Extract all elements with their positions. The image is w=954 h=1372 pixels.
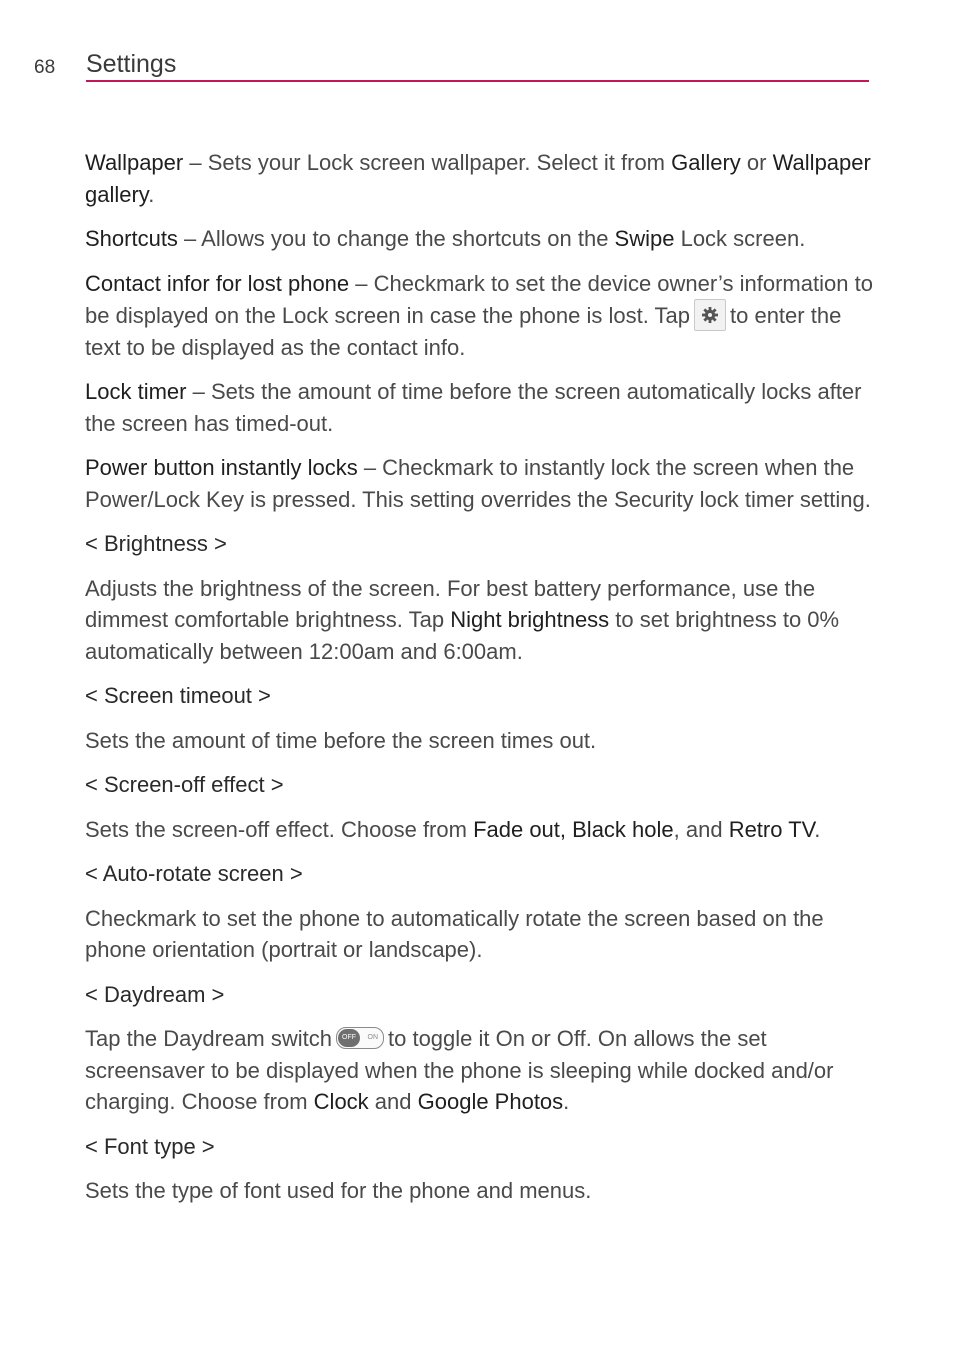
daydream-text-4: .: [563, 1089, 570, 1114]
night-brightness-option: Night brightness: [450, 607, 610, 632]
header-rule: [86, 80, 869, 82]
wallpaper-text-1: – Sets your Lock screen wallpaper. Select it from: [183, 150, 672, 175]
contact-text-2: to enter the text to be displayed as the contact info.: [85, 303, 842, 360]
daydream-paragraph: [85, 1023, 875, 1118]
daydream-text-3: and: [368, 1089, 418, 1114]
gear-icon: [694, 299, 726, 331]
lock-timer-text: – Sets the amount of time before the screen automatically locks after the screen has timed-out.: [85, 379, 862, 436]
shortcuts-text-2: Lock screen.: [674, 226, 806, 251]
swipe-option: Swipe: [614, 226, 675, 251]
font-type-paragraph: Sets the type of font used for the phone and menus.: [85, 1178, 592, 1203]
screen-off-text-2: , and: [673, 816, 729, 842]
wallpaper-term: Wallpaper: [85, 150, 184, 175]
screen-off-text-1: Sets the screen-off effect. Choose from: [85, 816, 474, 842]
section-title: Settings: [86, 50, 177, 78]
lock-timer-term: Lock timer: [85, 379, 187, 404]
auto-rotate-heading: < Auto-rotate screen >: [85, 861, 303, 886]
power-button-term: Power button instantly locks: [85, 455, 358, 480]
power-button-text: – Checkmark to instantly lock the screen when the Power/Lock Key is pressed. This setting overrides the Security lock timer setting.: [85, 455, 871, 512]
page-number: 68: [34, 57, 56, 78]
switch-on-label: ON: [367, 1034, 378, 1041]
screen-timeout-paragraph: Sets the amount of time before the screen times out.: [85, 727, 597, 753]
contact-text-1: – Checkmark to set the device owner’s information to be displayed on the Lock screen in case the phone is lost. Tap: [85, 270, 873, 328]
switch-icon: [336, 1027, 384, 1049]
wallpaper-text-2: or: [740, 150, 773, 175]
clock-option: Clock: [313, 1089, 369, 1114]
daydream-heading: < Daydream >: [85, 981, 225, 1007]
brightness-text-2: to set brightness to 0% automatically between 12:00am and 6:00am.: [85, 607, 840, 664]
daydream-text-1: Tap the Daydream switch: [85, 1026, 332, 1051]
brightness-text-1: Adjusts the brightness of the screen. For best battery performance, use the dimmest comfortable brightness. Tap: [85, 575, 816, 632]
wallpaper-paragraph: [85, 147, 875, 210]
shortcuts-text-1: – Allows you to change the shortcuts on the: [177, 226, 615, 251]
power-button-paragraph: [85, 452, 875, 515]
manual-content: [85, 147, 875, 1220]
brightness-heading: < Brightness >: [85, 531, 227, 556]
screen-timeout-heading: < Screen timeout >: [85, 683, 271, 708]
contact-term: Contact infor for lost phone: [85, 270, 350, 296]
contact-paragraph: [85, 268, 875, 364]
lock-timer-paragraph: [85, 376, 875, 439]
shortcuts-term: Shortcuts: [85, 226, 178, 251]
screen-off-text-3: .: [814, 816, 821, 842]
brightness-paragraph: [85, 573, 875, 668]
retro-tv-option: Retro TV: [728, 816, 815, 842]
font-type-heading: < Font type >: [85, 1133, 215, 1159]
page-header: [0, 0, 954, 90]
google-photos-option: Google Photos: [417, 1089, 564, 1114]
switch-off-knob: OFF: [338, 1029, 360, 1047]
screen-off-paragraph: [85, 814, 875, 846]
daydream-text-2: to toggle it On or Off. On allows the set screensaver to be displayed when the phone is sleeping while docked and/or charging. Choose from: [85, 1026, 834, 1114]
wallpaper-text-3: .: [148, 181, 155, 207]
shortcuts-paragraph: [85, 223, 875, 255]
auto-rotate-paragraph: Checkmark to set the phone to automatically rotate the screen based on the phone orientation (portrait or landscape).: [85, 905, 824, 962]
gallery-option: Gallery: [671, 150, 741, 175]
wallpaper-gallery-option: Wallpaper gallery: [85, 150, 871, 207]
fade-black-hole-options: Fade out, Black hole: [473, 816, 674, 842]
screen-off-heading: < Screen-off effect >: [85, 772, 284, 797]
